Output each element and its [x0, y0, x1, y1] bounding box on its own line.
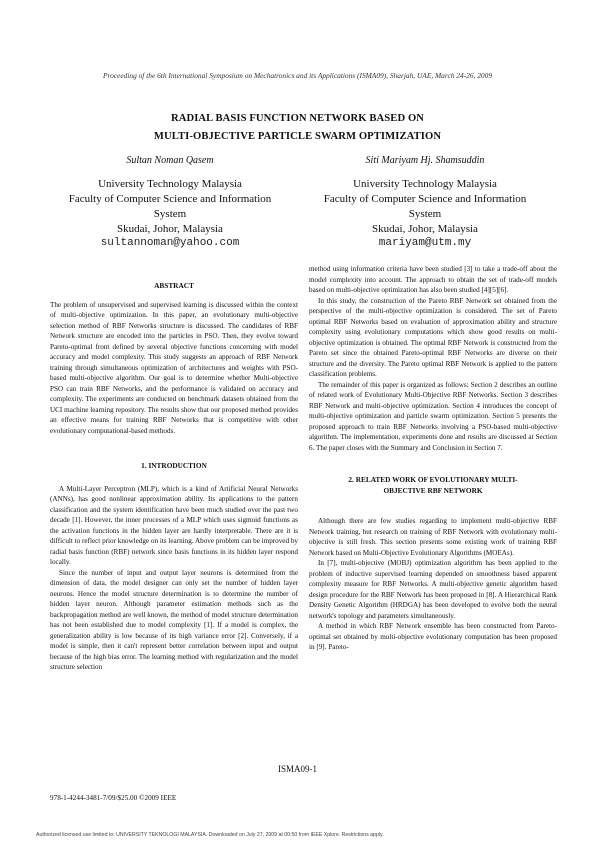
introduction-heading: 1. INTRODUCTION — [141, 461, 207, 470]
body-paragraph: The remainder of this paper is organized as follows: Section 2 describes an outline of related work of Evolutionary Multi-Objective RBF Networks. Section 3 describes RBF Network and multi-objective optimization. Section 4 introduces the concept of multi-objective optimization and particle swarm optimization. Section 5 presents the proposed approach to train RBF Networks involving a PSO-based multi-objective algorithm. The implementation, experiments done and results are discussed at Section 6. The paper closes with the Summary and Conclusion in Section 7. — [309, 380, 557, 452]
abstract-text: The problem of unsupervised and supervised learning is discussed within the context of multi-objective optimization. In this paper, an evolutionary multi-objective selection method of RBF Networks structure is discussed. The candidates of RBF Network structure are encoded into the particles in PSO. Then, they evolve toward Pareto-optimal front defined by several objective functions concerning with model accuracy and model complexity. This study suggests an approach of RBF Network training through simultaneous optimization of architectures and weights with PSO-based multi-objective algorithm. Our goal is to determine whether Multi-objective PSO can train RBF Networks, and the performance is validated on accuracy and complexity. The experiments are conducted on benchmark datasets obtained from the UCI machine learning repository. The results show that our proposed method provides an effective means for training RBF Networks that is competitive with other evolutionary computational-based methods. — [50, 300, 298, 435]
right-column — [309, 264, 557, 653]
body-paragraph: A method in which RBF Network ensemble has been constructed from Pareto-optimal set obtained by multi-objective evolutionary computation has been proposed in [9]. Pareto- — [309, 622, 557, 651]
author-email: mariyam@utm.my — [378, 237, 472, 249]
left-column — [50, 264, 298, 673]
paper-title-line2: MULTI-OBJECTIVE PARTICLE SWARM OPTIMIZATION — [153, 131, 442, 142]
related-work-heading-line1: 2. RELATED WORK OF EVOLUTIONARY MULTI- — [348, 475, 518, 484]
author-name: Sultan Noman Qasem — [126, 155, 214, 166]
proceedings-header: Proceeding of the 6th International Symposium on Mechatronics and its Applications (ISMA09), Sharjah, UAE, March 24-26, 2009 — [102, 71, 493, 80]
license-footer: Authorized licensed use limited to: UNIVERSITY TEKNOLOGI MALAYSIA. Downloaded on July 27, 2009 at 00:50 from IEEE Xplore. Restrictions apply. — [36, 832, 384, 838]
introduction-paragraph: A Multi-Layer Perceptron (MLP), which is a kind of Artificial Neural Networks (ANNs), has good nonlinear approximation ability. Its applications to the pattern classification and the system identification have been much studied over the past two decade [1]. However, the inner processes of a MLP which uses sigmoid functions as the activation functions in the hidden layer are hardly interpretable. There are it is difficult to reflect prior knowledge on its learning. Above problem can be improved by radial basis function (RBF) network since basis functions in its hidden layer respond locally. — [50, 484, 298, 566]
author-faculty-cont: System — [153, 208, 187, 220]
abstract-heading: ABSTRACT — [154, 281, 194, 290]
paper-title — [40, 110, 555, 146]
body-paragraph: In [7], multi-objective (MOBJ) optimization algorithm has been applied to the problem of inductive supervised learning depended on smoothness based apparent complexity measure for RBF Networks. A multi-objective genetic algorithm based design procedure for the RBF Network has been proposed in [8]. A Hierarchical Rank Density Genetic Algorithm (HRDGA) has been developed to evolve both the neural network's topology and parameters simultaneously. — [309, 559, 557, 620]
author-faculty: Faculty of Computer Science and Information — [323, 193, 527, 205]
copyright-notice: 978-1-4244-3481-7/09/$25.00 ©2009 IEEE — [50, 794, 177, 802]
author-block-1 — [45, 155, 295, 250]
body-paragraph: method using information criteria have been studied [3] to take a trade-off about the model complexity into account. The approach to obtain the set of trade-off models based on multi-objective optimization has also been studied [4][5][6]. — [309, 265, 557, 294]
author-affiliation: University Technology Malaysia — [98, 178, 242, 190]
author-block-2 — [300, 155, 550, 250]
author-email: sultannoman@yahoo.com — [100, 237, 240, 249]
body-paragraph: Although there are few studies regarding to implement multi-objective RBF Network training, but research on training of RBF Network with evolutionary multi-objective is still fresh. This section presents some existing work of training RBF Network based on Multi-Objective Evolutionary Algorithms (MOEAs). — [309, 517, 557, 557]
author-city: Skudai, Johor, Malaysia — [372, 223, 478, 235]
related-work-heading — [309, 475, 557, 496]
author-faculty: Faculty of Computer Science and Information — [68, 193, 272, 205]
author-affiliation: University Technology Malaysia — [353, 178, 497, 190]
author-name: Siti Mariyam Hj. Shamsuddin — [365, 155, 485, 166]
paper-title-line1: RADIAL BASIS FUNCTION NETWORK BASED ON — [170, 113, 425, 124]
introduction-paragraph: Since the number of input and output layer neurons is determined from the dimension of data, the model designer can only set the number of hidden layer neurons. Hence the model structure determination is to determine the number of hidden layer neuron. Although parameter estimation methods such as the backpropagation method are well known, the method of model structure determination has not been established due to model complexity [1]. If a model is complex, the generalization ability is low because of its high variance error [2]. Conversely, if a model is simple, then it can't represent better correlation between input and output because of the high bias error. The learning method with regularization and the model structure selection — [50, 568, 298, 671]
page-number: ISMA09-1 — [277, 764, 317, 774]
related-work-heading-line2: OBJECTIVE RBF NETWORK — [383, 485, 483, 495]
body-paragraph: In this study, the construction of the Pareto RBF Network set obtained from the perspective of the multi-objective optimization is considered. The set of Pareto optimal RBF Networks based on evaluation of approximation ability and structure complexity using evolutionary computations which show good results on multi-objective optimization is obtained. The optimal RBF Network is constructed from the Pareto set since the obtained Pareto-optimal RBF Networks are diverse on their structure and the diversity. The Pareto optimal RBF Network is applied to the pattern classification problems. — [309, 296, 557, 378]
author-faculty-cont: System — [408, 208, 442, 220]
author-city: Skudai, Johor, Malaysia — [117, 223, 223, 235]
